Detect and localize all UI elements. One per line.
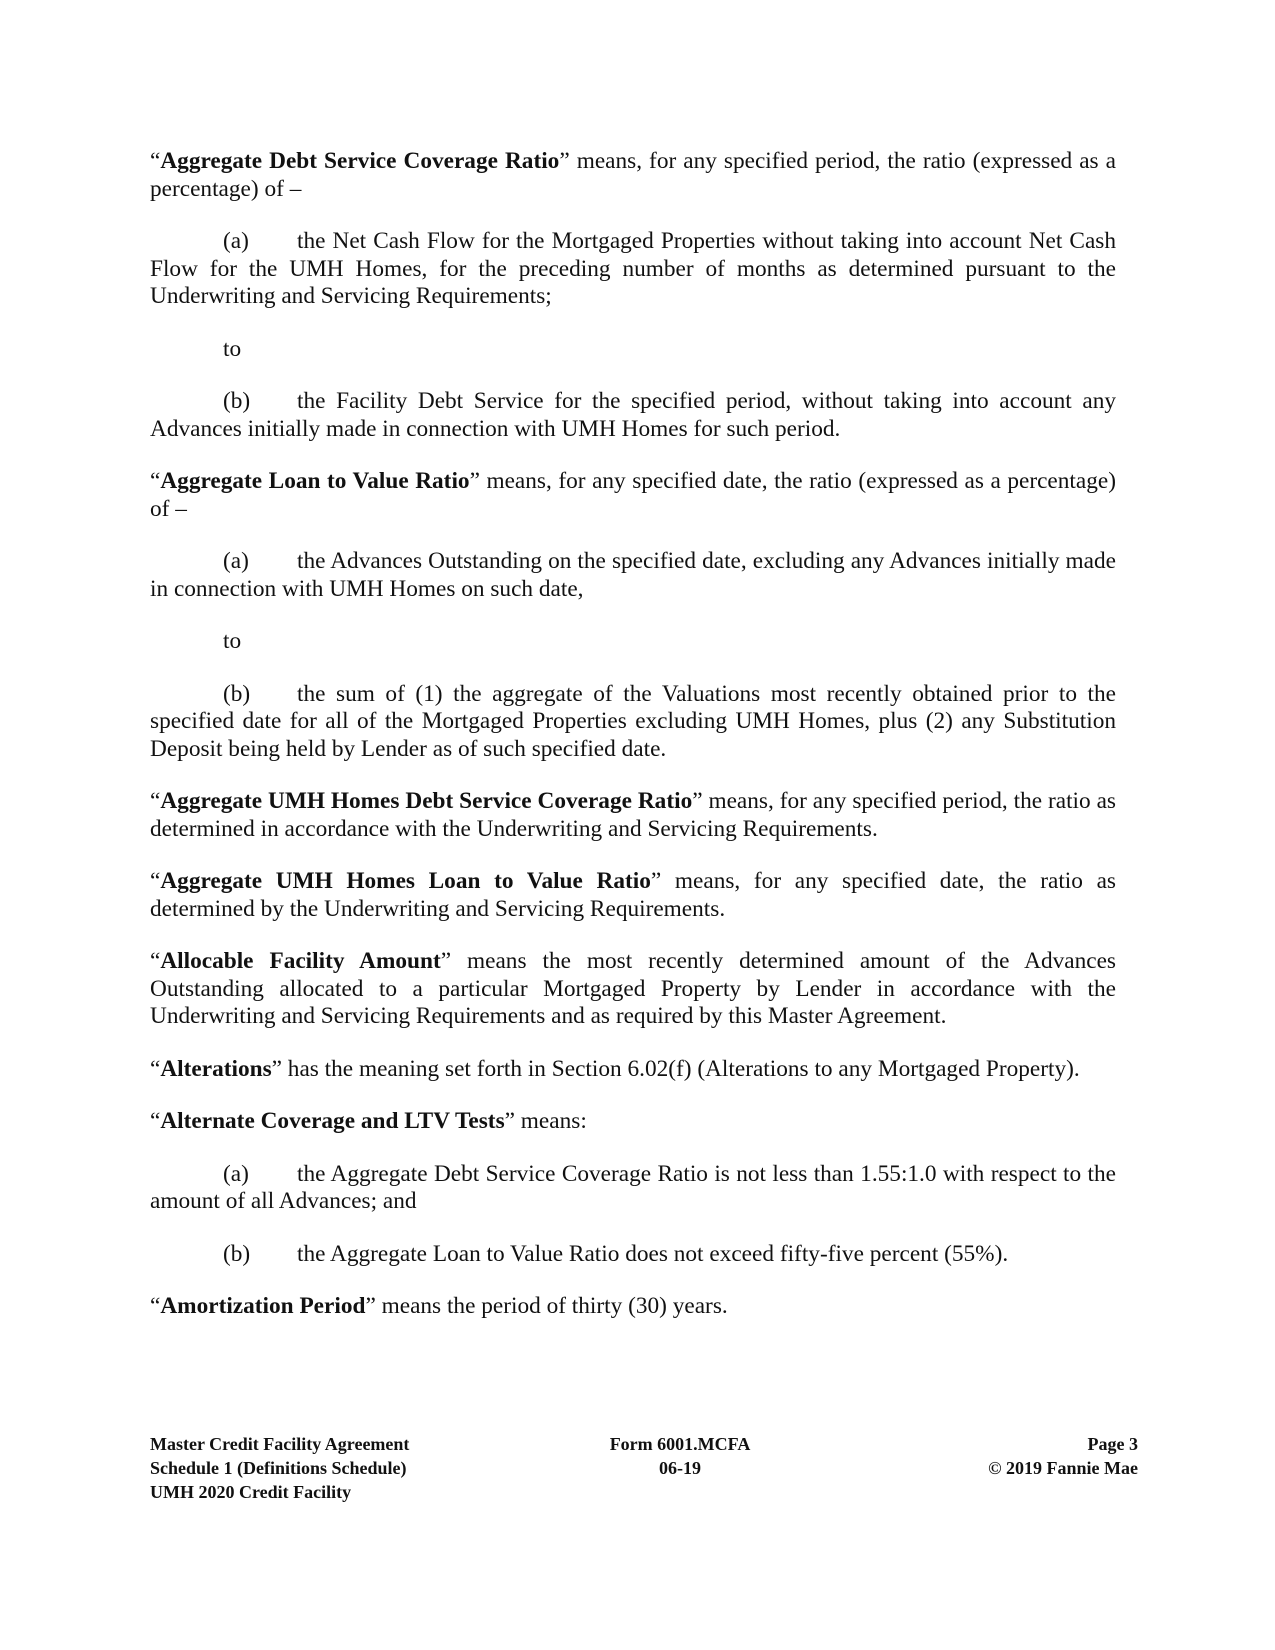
document-body <box>150 148 1116 1346</box>
footer-facility-name: UMH 2020 Credit Facility <box>150 1482 352 1502</box>
connector-to: to <box>223 335 242 362</box>
defined-term: Aggregate Debt Service Coverage Ratio <box>160 148 560 174</box>
definition-alternate-tests: “Alternate Coverage and LTV Tests” means: <box>150 1108 587 1134</box>
clause-a: (a) the Aggregate Debt Service Coverage Ratio is not less than 1.55:1.0 with respect to the amount of all Advances; and <box>150 1160 1116 1214</box>
clause-a: (a) the Net Cash Flow for the Mortgaged Properties without taking into account Net Cash Flow for the UMH Homes, for the preceding number of months as determined pursuant to the Underwriting and Servicing Requirements; <box>150 228 1116 309</box>
defined-term: Alterations <box>160 1055 272 1082</box>
defined-term: Aggregate Loan to Value Ratio <box>160 468 470 494</box>
connector-to: to <box>223 628 242 654</box>
footer-agreement-title: Master Credit Facility Agreement <box>150 1434 410 1454</box>
definition-amortization-period: “Amortization Period” means the period of thirty (30) years. <box>150 1293 728 1319</box>
copyright: © 2019 Fannie Mae <box>988 1458 1138 1478</box>
definition-aggregate-dscr: “Aggregate Debt Service Coverage Ratio” means, for any specified period, the ratio (expressed as a percentage) of – <box>150 148 1116 202</box>
footer-left <box>150 1432 409 1504</box>
footer-right <box>988 1432 1138 1480</box>
definition-umh-dscr: “Aggregate UMH Homes Debt Service Coverage Ratio” means, for any specified period, the ratio as determined in accordance with the Underwriting and Servicing Requirements. <box>150 788 1116 842</box>
footer-form-number: Form 6001.MCFA <box>609 1434 751 1454</box>
footer-schedule-title: Schedule 1 (Definitions Schedule) <box>150 1458 407 1478</box>
definition-umh-ltv: “Aggregate UMH Homes Loan to Value Ratio” means, for any specified date, the ratio as determined by the Underwriting and Servicing Requirements. <box>150 868 1116 922</box>
definition-allocable-facility-amount: “Allocable Facility Amount” means the most recently determined amount of the Advances Outstanding allocated to a particular Mortgaged Property by Lender in accordance with the Underwriting and Servicing Requirements and as required by this Master Agreement. <box>150 948 1116 1029</box>
defined-term: Allocable Facility Amount <box>160 948 441 974</box>
definition-alterations: “Alterations” has the meaning set forth in Section 6.02(f) (Alterations to any Mortgaged Property). <box>150 1055 1080 1082</box>
footer-middle <box>590 1432 770 1480</box>
clause-b: (b) the sum of (1) the aggregate of the Valuations most recently obtained prior to the specified date for all of the Mortgaged Properties excluding UMH Homes, plus (2) any Substitution Deposit being held by Lender as of such specified date. <box>150 680 1116 762</box>
page-footer <box>150 1432 1138 1512</box>
clause-b: (b) the Facility Debt Service for the specified period, without taking into account any Advances initially made in connection with UMH Homes for such period. <box>150 388 1116 442</box>
clause-b: (b) the Aggregate Loan to Value Ratio does not exceed fifty-five percent (55%). <box>223 1240 1009 1267</box>
defined-term: Aggregate UMH Homes Loan to Value Ratio <box>160 868 651 894</box>
definition-aggregate-ltv: “Aggregate Loan to Value Ratio” means, for any specified date, the ratio (expressed as a percentage) of – <box>150 468 1116 522</box>
clause-a: (a) the Advances Outstanding on the specified date, excluding any Advances initially made in connection with UMH Homes on such date, <box>150 548 1116 602</box>
defined-term: Amortization Period <box>160 1293 366 1319</box>
page-number: Page 3 <box>1087 1434 1138 1454</box>
defined-term: Aggregate UMH Homes Debt Service Coverage Ratio <box>160 788 693 814</box>
footer-form-date: 06-19 <box>659 1458 701 1478</box>
defined-term: Alternate Coverage and LTV Tests <box>160 1108 505 1134</box>
